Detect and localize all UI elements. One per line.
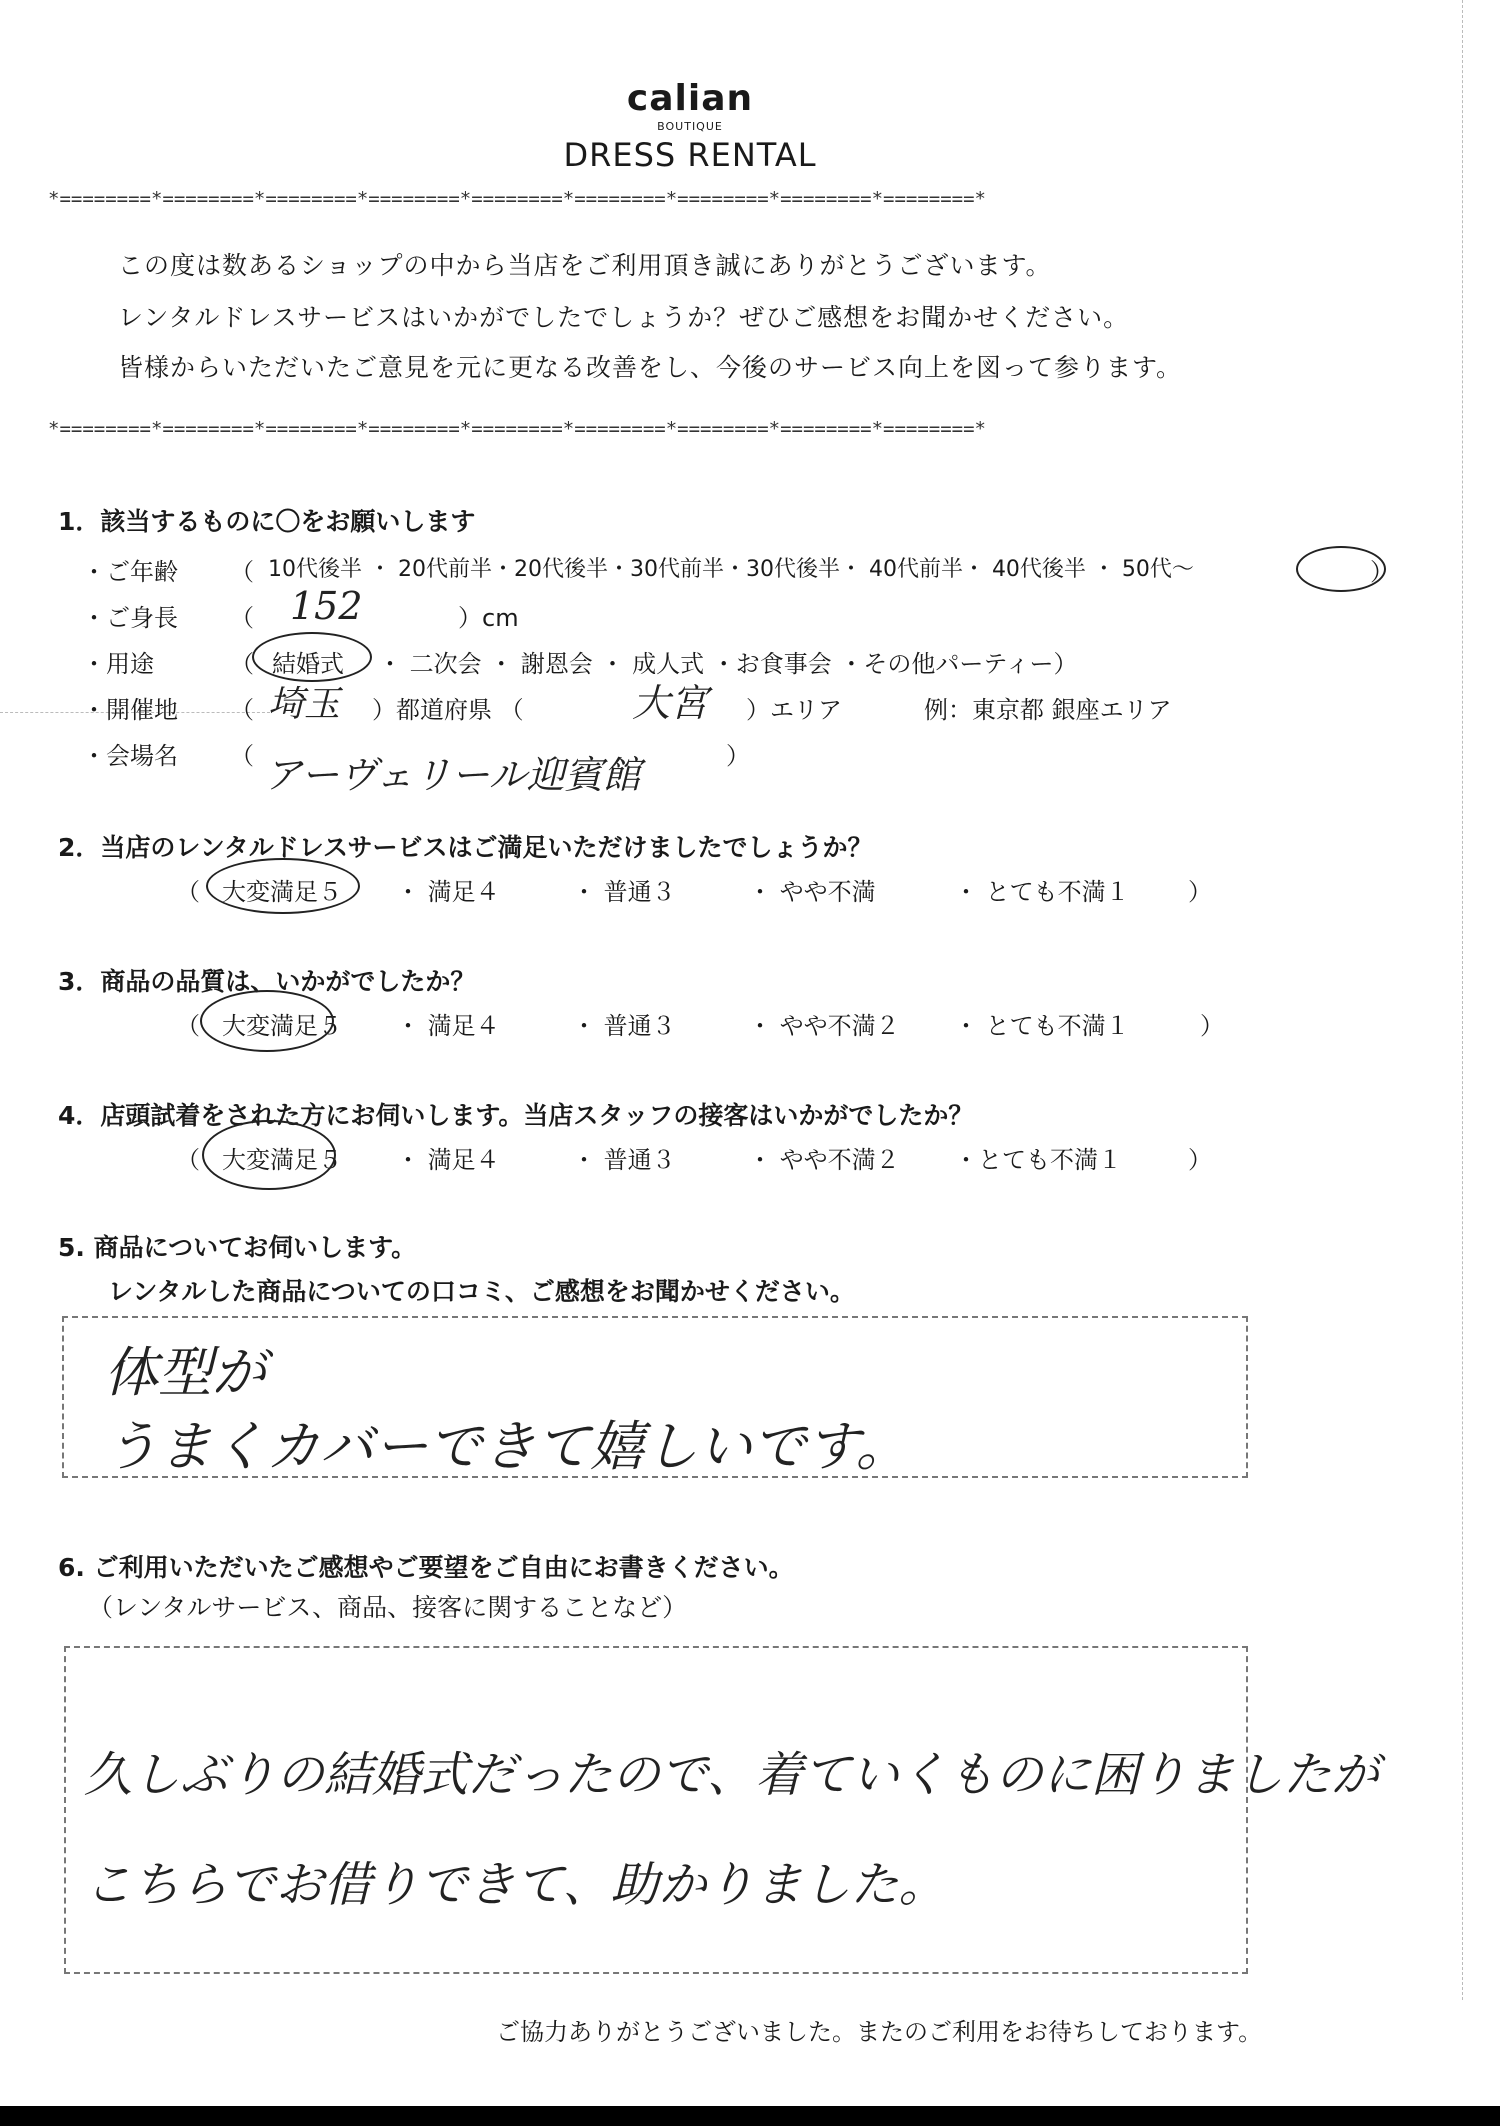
review-line-2: うまくカバーできて嬉しいです。 — [104, 1415, 910, 1478]
venue-name-label: ・会場名 — [82, 742, 178, 770]
comment-line-2: こちらでお借りできて、助かりました。 — [84, 1857, 947, 1913]
purpose-open-paren: （ — [230, 650, 254, 678]
purpose-options[interactable]: ・ 二次会 ・ 謝恩会 ・ 成人式 ・お食事会 ・その他パーティー） — [378, 650, 1078, 678]
q3-option-normal[interactable]: ・ 普通３ — [572, 1012, 676, 1040]
q4-selected-circle — [202, 1120, 336, 1190]
separator-top: *========*========*========*========*========*========*========*========*========* — [48, 188, 986, 210]
prefecture-suffix: ）都道府県 （ — [372, 696, 524, 724]
purpose-selected-option[interactable]: 結婚式 — [272, 650, 344, 678]
venue-name-close-paren: ） — [726, 742, 750, 770]
area-suffix: ）エリア — [746, 696, 842, 724]
intro-line-3: 皆様からいただいたご意見を元に更なる改善をし、今後のサービス向上を図って参ります。 — [118, 353, 1183, 382]
q3-option-slightly-dissatisfied[interactable]: ・ やや不満２ — [748, 1012, 900, 1040]
q3-option-satisfied[interactable]: ・ 満足４ — [396, 1012, 500, 1040]
purpose-label: ・用途 — [82, 650, 154, 678]
comment-textbox[interactable] — [64, 1646, 1248, 1974]
comment-line-1: 久しぶりの結婚式だったので、着ていくものに困りましたが — [84, 1747, 1380, 1803]
height-unit: ）cm — [458, 604, 519, 632]
question-3-title: 3．商品の品質は、いかがでしたか？ — [58, 967, 476, 996]
q4-option-very-dissatisfied[interactable]: ・とても不満１ — [954, 1146, 1122, 1174]
scan-bottom-edge — [0, 2106, 1500, 2126]
question-6-title: 6. ご利用いただいたご感想やご要望をご自由にお書きください。 — [58, 1553, 794, 1582]
separator-bottom: *========*========*========*========*========*========*========*========*========* — [48, 418, 986, 440]
question-4-title: 4．店頭試着をされた方にお伺いします。当店スタッフの接客はいかがでしたか？ — [58, 1101, 974, 1130]
brand-subtitle: BOUTIQUE — [657, 120, 723, 133]
q2-selected-circle — [206, 858, 360, 914]
age-open-paren: （ — [230, 558, 254, 586]
question-6-subtitle: （レンタルサービス、商品、接客に関することなど） — [88, 1593, 688, 1622]
area-value[interactable]: 大宮 — [632, 681, 709, 725]
height-open-paren: （ — [230, 604, 254, 632]
q2-open-paren: （ — [176, 878, 200, 906]
q4-option-very-satisfied[interactable]: 大変満足５ — [222, 1146, 342, 1174]
q2-close-paren: ） — [1188, 878, 1212, 906]
q4-option-slightly-dissatisfied[interactable]: ・ やや不満２ — [748, 1146, 900, 1174]
review-line-1: 体型が — [104, 1341, 266, 1404]
age-selected-circle — [1296, 546, 1386, 592]
page-title: DRESS RENTAL — [563, 136, 817, 174]
venue-name-open-paren: （ — [230, 742, 254, 770]
q2-option-satisfied[interactable]: ・ 満足４ — [396, 878, 500, 906]
prefecture-value[interactable]: 埼玉 — [268, 684, 341, 725]
question-1-title: 1．該当するものに〇をお願いします — [58, 507, 476, 536]
venue-area-open-paren: （ — [230, 696, 254, 724]
area-example: 例：東京都 銀座エリア — [924, 696, 1172, 724]
q2-option-very-dissatisfied[interactable]: ・ とても不満１ — [954, 878, 1130, 906]
q4-option-satisfied[interactable]: ・ 満足４ — [396, 1146, 500, 1174]
height-label: ・ご身長 — [82, 604, 178, 632]
intro-line-2: レンタルドレスサービスはいかがでしたでしょうか？ぜひご感想をお聞かせください。 — [118, 303, 1130, 332]
q3-selected-circle — [200, 990, 334, 1052]
height-value[interactable]: 152 — [290, 584, 363, 628]
q2-option-normal[interactable]: ・ 普通３ — [572, 878, 676, 906]
scan-edge-line — [1462, 0, 1463, 2000]
intro-line-1: この度は数あるショップの中から当店をご利用頂き誠にありがとうございます。 — [118, 251, 1052, 280]
venue-area-label: ・開催地 — [82, 696, 178, 724]
purpose-selected-circle — [252, 632, 372, 682]
age-label: ・ご年齢 — [82, 558, 178, 586]
q2-option-slightly-dissatisfied[interactable]: ・ やや不満 — [748, 878, 876, 906]
age-close-paren: ） — [1370, 558, 1394, 586]
q4-open-paren: （ — [176, 1146, 200, 1174]
q2-option-very-satisfied[interactable]: 大変満足５ — [222, 878, 342, 906]
q4-close-paren: ） — [1188, 1146, 1212, 1174]
question-2-title: 2．当店のレンタルドレスサービスはご満足いただけましたでしょうか？ — [58, 833, 873, 862]
venue-name-value[interactable]: アーヴェリール迎賓館 — [264, 753, 641, 797]
question-5-title: 5. 商品についてお伺いします。 — [58, 1233, 417, 1262]
question-5-subtitle: レンタルした商品についての口コミ、ご感想をお聞かせください。 — [108, 1277, 855, 1306]
brand-logo: calian — [626, 78, 754, 119]
q3-option-very-dissatisfied[interactable]: ・ とても不満１ — [954, 1012, 1130, 1040]
age-options[interactable]: 10代後半 ・ 20代前半・20代後半・30代前半・30代後半・ 40代前半・ 40代後半 ・ 50代～ — [268, 557, 1194, 582]
footer-thanks: ご協力ありがとうございました。またのご利用をお待ちしております。 — [496, 2018, 1263, 2046]
q3-open-paren: （ — [176, 1012, 200, 1040]
q3-close-paren: ） — [1200, 1012, 1224, 1040]
q4-option-normal[interactable]: ・ 普通３ — [572, 1146, 676, 1174]
q3-option-very-satisfied[interactable]: 大変満足５ — [222, 1012, 342, 1040]
